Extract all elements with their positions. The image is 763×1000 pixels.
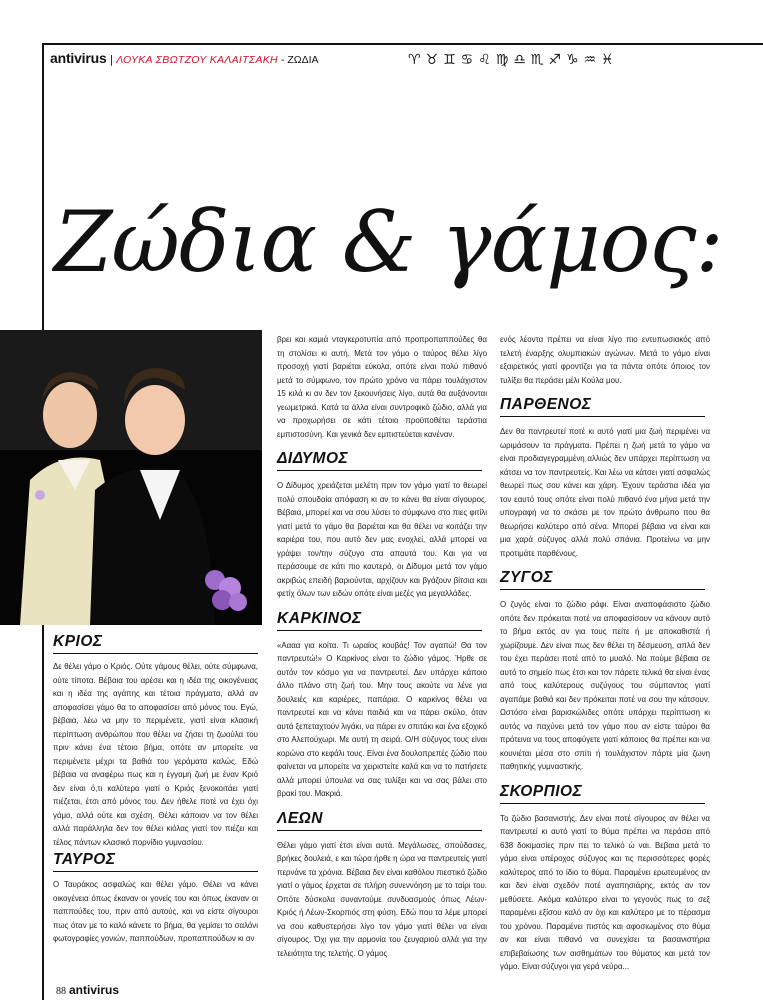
text-tavros: Ο Ταυράκος ασφαλώς και θέλει γάμο. Θέλει να κάνει οικογένεια όπως έκαναν οι γονείς του και όπως έκαναν οι παππούδες του, πριν από αυτούς, και να είστε σίγουροι πως όταν με το καλό κάνετε το βήμα, θα γεμίσει το σαλόνι φωτογραφίες γονιών, παππούδων, προπαππούδων κι αν bbox=[53, 880, 258, 943]
page-title: Ζώδια & γάμος: bbox=[54, 193, 723, 291]
page-number: 88 bbox=[56, 986, 66, 997]
text-leon-cont: ενός λέοντα πρέπει να είναι λίγο πιο εντυπωσιακός από τελετή έναρξης ολυμπιακών αγώνων. Μετά το γάμο είναι εξαιρετικός γιατί φροντίζει για τα πάντα οπότε όποιος τον τυλίξει θα περάσει μέλι Κούλα μου. bbox=[500, 335, 710, 385]
wedding-cake-topper-photo bbox=[0, 330, 262, 625]
magazine-logo: antivirus bbox=[50, 50, 107, 66]
heading-karkinos: ΚΑΡΚΙΝΟΣ bbox=[277, 609, 482, 631]
zodiac-symbols-icon: ♈♉♊♋♌♍♎♏♐♑♒♓ bbox=[408, 52, 619, 68]
heading-zygos: ΖΥΓΟΣ bbox=[500, 568, 705, 590]
heading-parthenos: ΠΑΡΘΕΝΟΣ bbox=[500, 395, 705, 417]
page-footer bbox=[56, 983, 119, 997]
grooms-figurine-illustration bbox=[0, 330, 262, 625]
text-parthenos: Δεν θα παντρευτεί ποτέ κι αυτό γιατί μια ζωή περιμένει να ωριμάσουν τα πράγματα. Πρέπει η ζωή μετά το γάμο να είναι προδιαγεγραμμένη αλλιώς δεν υπάρχει περίπτωση να κάτσει να τον παντρευτείς. Και λέω να κάτσει γιατί ασφαλώς θεωρεί πως σου κάνει και χάρη. Έχουν τεράστια ιδέα για τον εαυτό τους οπότε είναι πολύ πιθανό ένα μήνα μετά την υπογραφή να το σκάσει με τον πρώτο άνθρωπο που θα θεωρήσει καλύτερο από σένα. Μπορεί βέβαια να είναι και μια χαρά σύζυγος αλλά πολύ σπάνια. Προτείνω να μην προτιμάτε παρθένους. bbox=[500, 427, 710, 558]
heading-leon: ΛΕΩΝ bbox=[277, 809, 482, 831]
heading-tavros: ΤΑΥΡΟΣ bbox=[53, 850, 258, 872]
article-krios bbox=[53, 633, 258, 849]
author-name: ΛΟΥΚΑ ΣΒΩΤΖΟΥ ΚΑΛΑΙΤΣΑΚΗ bbox=[116, 54, 278, 66]
column-2 bbox=[277, 333, 487, 960]
section-label: - ΖΩΔΙΑ bbox=[280, 54, 319, 66]
text-skorpios: Το ζώδιο βασανιστής. Δεν είναι ποτέ σίγουρος αν θέλει να παντρευτεί κι αυτό γιατί το θύμα πρέπει να περάσει από 638 δοκιμασίες πριν πει το τελικό ώ ναι. Βεβαια μετά το γάμο είναι υπέροχος σύζυγος και τις περισσότερες φορές καλύτερος από το ίδιο το θύμα. Παραμένει ερωτευμένος αν και δεν είναι σχεδόν ποτέ αγαπησιάρης, εκτός αν τον μεθύσετε. Ακόμα καλύτερο είναι το γεγονός πως το σεξ παραμένει εξίσου καλό αν όχι και καλύτερο με το πέρασμα του χρόνου. Παραμένει πιστός και αφοσιωμένος στο θύμα αν και είναι πιθανό να συνεχίσει τα βασανιστήρια επιβεβαίωσης των αισθημάτων του θύματος και μετά τον γάμο. Είναι σύζυγοι για γερά νεύρα... bbox=[500, 813, 710, 971]
article-tavros bbox=[53, 851, 258, 946]
column-3 bbox=[500, 333, 710, 974]
text-krios: Δε θέλει γάμο ο Κριός. Ούτε γάμους θέλει, ούτε σύμφωνα, ούτε τίποτα. Βέβαια του αρέσει και η ιδέα της οικογένειας και η ιδέα της αγάπης και τέτοια πράγματα, αλλά αν αποφασίσει γάμο θα το αποφασίσει από μόνος του. Εγώ, βέβαια, λέω να μην το περιμένετε, γιατί είναι κλασική περίπτωση ανθρώπου που θέλει να ζήσει τη ζωούλα του πριν κάνει ένα τέτοιο βήμα, οπότε αν μπορείτε να περιμένετε μέχρι τα βαθιά του γεράματα καλώς. Εδώ βέβαια να αναφέρω πως και η έγγαμη ζωή με έναν Κριό δεν είναι ό,τι καλύτερο γιατί ο Κριός ξενοκοιτάει γιατί πιέζεται, έτσι από μόνος του. Δεν ήθελε ποτέ να έχει όχι γάμο, αλλά ούτε και σχέση. Θέλει κάποιον να τον θέλει αλλά παράλληλα δεν τον θέλει κιόλας γιατί τον πιέζει και τέλος πάντων κλασικό πορνίδιο γυμνασίου. bbox=[53, 662, 258, 847]
text-didymos: Ο Δίδυμος χρειάζεται μελέτη πριν τον γάμο γιατί το θεωρεί πολύ σπουδαία απόφαση κι αν το κάνει θα είναι σίγουρος. Βέβαια, μπορεί και να σου λύσει το σύμφωνο στο πιες φιτίλι γιατί μετά το γάμο θα βαριέται και θα θέλει να κοιτάζει την καριέρα του, που αυτό δεν μας ενοχλεί, αλλά μπορεί να γράψει τον/την σύζυγο στα απαυτά του. Και για να περάσουμε σε κάτι πιο καυτερό, οι Δίδυμοι μετά τον γάμο ακριβώς επειδή βαριούνται, αρχίζουν και βγάζουν βίτσια και φετίχ όλων των ειδών οπότε είναι μεζές για μεγαλλάδες. bbox=[277, 481, 487, 598]
heading-krios: ΚΡΙΟΣ bbox=[53, 632, 258, 654]
text-tavros-cont: βρει και καμιά νταγκεροτυπία από προπροπαππούδες θα τη στολίσει κι αυτή. Μετά τον γάμο ο ταύρος θέλει λίγο προσοχή γιατί βαριέται εύκολα, οπότε είναι πολύ πιθανό μετά το σύμφωνο, τον πρώτο χρόνο να πάρει τουλάχιστον 15 κιλά κι αν δεν τον ξεκουνήσεις λίγο, αυτά θα αυξάνονται γεωμετρικά. Κατά τα άλλα είναι συντροφικό ζώδιο, αλλά για να προχωρήσει σε κάτι τέτοιο προϋποθέτει τεράστια εμπιστοσύνη. Και γενικά δεν εμπιστεύεται κανέναν. bbox=[277, 335, 487, 439]
heading-didymos: ΔΙΔΥΜΟΣ bbox=[277, 449, 482, 471]
footer-magazine-logo: antivirus bbox=[69, 983, 120, 997]
text-karkinos: «Αααα για κοίτα. Τι ωραίος κουβάς! Τον αγαπώ! Θα τον παντρευτώ!» Ο Καρκίνος είναι το ζώδιο γάμος. Ήρθε σε αυτόν τον κόσμο για να παντρευτεί. Δεν υπάρχει κάποιο άλλο πλάνο στη ζωή του. Μην τους ακούτε να λένε για δουλειές και καριέρες, παπάρια. Ο καρκίνος θέλει να παντρευτεί και να κάνει παιδιά και να πάρει σκύλο, όταν αυτά ξεπεταχτούν λιγάκι, να πάρει εν σπιτάκι και ένα εξοχικό στο Αλεπούχωρι. Με αυτή τη σειρά. Ο/Η σύζυγος τους είναι κορώνα στο κεφάλι τους. Είναι ένα δουλοπρεπές ζώδιο που φαίνεται να μπορείτε να χειριστείτε καλά και να το πατήσετε αλλά μπορεί ύπουλα να σας τυλίξει και να σας βάλει στο βρακί του. Μακριά. bbox=[277, 640, 487, 798]
header-separator: | bbox=[109, 53, 114, 66]
heading-skorpios: ΣΚΟΡΠΙΟΣ bbox=[500, 782, 705, 804]
text-zygos: Ο ζυγός είναι το ζώδιο ράφι. Είναι αναποφάσιστο ζώδιο οπότε δεν πρόκειται ποτέ να αποφασίσουν να κάνουν αυτό το βήμα εκτός αν για τους πείτε ή με αποκαθιστά ή χωρίζουμε. Δεν είναι πως δεν θέλει τη δέσμευση, απλά δεν του έχει περάσει ποτέ από το μυαλό. Να πούμε βέβαια σε αυτό το σημείο πως έτσι και τον πάρετε τελικά θα είναι ένας από τους καλύτερους συζύγους του σύμπαντος γιατί αγαπάμε βαθιά και δεν πρόκειται ποτέ να σου την κάτσουν. Ωστόσο είναι βαρισκώλιδες οπότε υπάρχει περίπτωση κι αυτός να παχύνει μετά τον γάμο που αν είστε ταύροι θα πρότεινα να τους αποφύγετε γιατί κάποιος θα πρέπει και να κουνιέται μέσα στο σπίτι ή τουλάχιστον πάρτε μία ζωνη παθητικής γυμναστικής. bbox=[500, 600, 710, 771]
page-header bbox=[50, 50, 319, 70]
text-leon: Θέλει γάμο γιατί έτσι είναι αυτά. Μεγάλωσες, σπούδασες, βρήκες δουλειά, ε και τώρα ήρθε η ώρα να παντρευτείς γιατί περνάνε τα χρόνια. Βέβαια δεν είναι καθόλου πιεστικό ζώδιο γιατί ο γάμος έρχεται σε πλήρη συνεννόηση με το ταίρι του. Οπότε δύσκολα συναντούμε συνδυασμούς όπως Λέων-Κριός ή Λέων-Σκορπιός στη φύση. Εδώ που τα λέμε μπορεί να σου καθυστερήσει λίγο τον γάμο γιατί θέλει να είναι σίγουρος. Όχι για την αρμονία του ζευγαριού αλλά για την τελειότητα της τελετής. Ο γάμος bbox=[277, 840, 487, 958]
